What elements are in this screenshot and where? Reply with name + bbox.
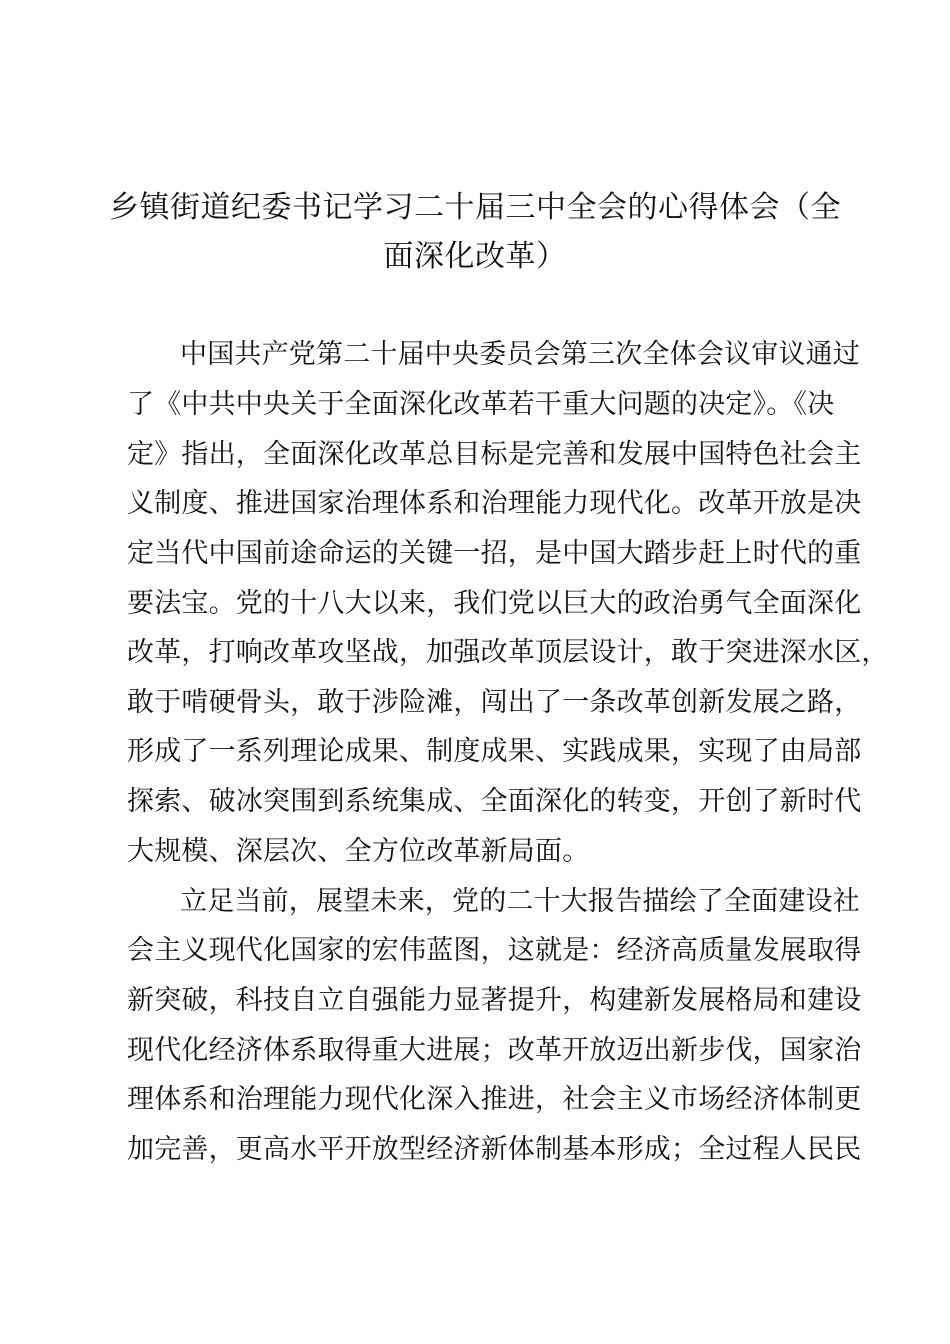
paragraph-line: 中国共产党第二十届中央委员会第三次全体会议审议通过	[180, 339, 860, 370]
paragraph-line: 要法宝。党的十八大以来，我们党以巨大的政治勇气全面深化	[127, 588, 862, 619]
paragraph-line: 定当代中国前途命运的关键一招，是中国大踏步赶上时代的重	[127, 538, 862, 569]
paragraph-line: 形成了一系列理论成果、制度成果、实践成果，实现了由局部	[127, 736, 862, 767]
paragraph-line: 义制度、推进国家治理体系和治理能力现代化。改革开放是决	[127, 488, 862, 519]
paragraph-line: 敢于啃硬骨头，敢于涉险滩，闯出了一条改革创新发展之路，	[127, 687, 862, 718]
paragraph-line: 新突破，科技自立自强能力显著提升，构建新发展格局和建设	[127, 985, 862, 1016]
paragraph-line: 会主义现代化国家的宏伟蓝图，这就是：经济高质量发展取得	[127, 935, 862, 966]
paragraph-line: 了《中共中央关于全面深化改革若干重大问题的决定》。《决	[127, 389, 835, 420]
paragraph-line: 改革，打响改革攻坚战，加强改革顶层设计，敢于突进深水区，	[127, 637, 889, 668]
document-title-line-2: 面深化改革）	[383, 239, 567, 274]
paragraph-line: 探索、破冰突围到系统集成、全面深化的转变，开创了新时代	[127, 786, 862, 817]
document-title-line-1: 乡镇街道纪委书记学习二十届三中全会的心得体会（全	[109, 190, 841, 225]
paragraph-line: 加完善，更高水平开放型经济新体制基本形成；全过程人民民	[127, 1134, 862, 1165]
paragraph-line: 理体系和治理能力现代化深入推进，社会主义市场经济体制更	[127, 1084, 862, 1115]
paragraph-line: 定》指出，全面深化改革总目标是完善和发展中国特色社会主	[127, 439, 862, 470]
paragraph-line: 大规模、深层次、全方位改革新局面。	[127, 836, 590, 867]
paragraph-line: 立足当前，展望未来，党的二十大报告描绘了全面建设社	[180, 886, 860, 917]
paragraph-line: 现代化经济体系取得重大进展；改革开放迈出新步伐，国家治	[127, 1035, 862, 1066]
